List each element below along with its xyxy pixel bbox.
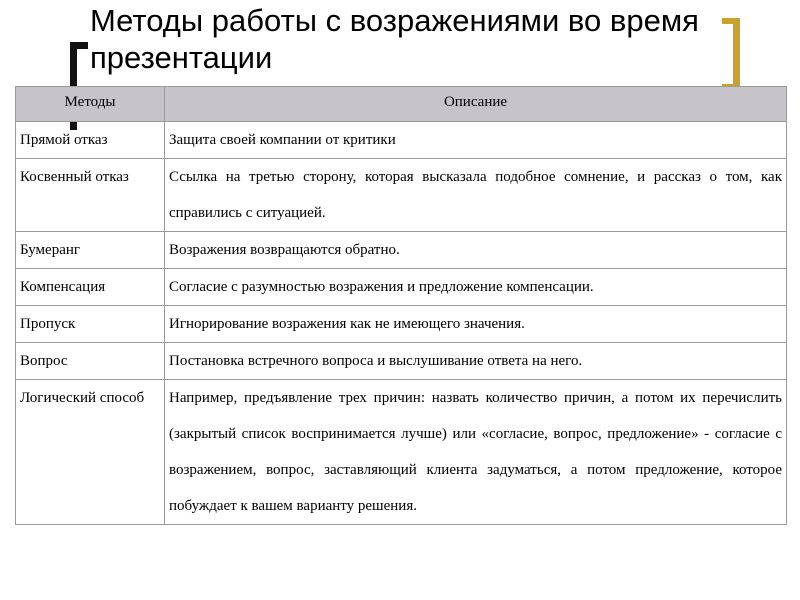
header-description: Описание [165, 87, 787, 122]
table-row [16, 380, 787, 525]
table-row [16, 232, 787, 269]
table-row [16, 343, 787, 380]
method-cell: Вопрос [16, 343, 165, 380]
right-bracket-decoration [720, 18, 740, 90]
method-cell: Бумеранг [16, 232, 165, 269]
methods-table [15, 86, 787, 525]
header-methods: Методы [16, 87, 165, 122]
description-cell: Игнорирование возражения как не имеющего значения. [165, 306, 787, 343]
description-cell: Защита своей компании от критики [165, 122, 787, 159]
method-cell: Компенсация [16, 269, 165, 306]
method-cell: Логический способ [16, 380, 165, 525]
slide-title: Методы работы с возражениями во время презентации [90, 3, 699, 75]
description-cell: Ссылка на третью сторону, которая высказала подобное сомнение, и рассказ о том, как справились с ситуацией. [165, 159, 787, 232]
method-cell: Косвенный отказ [16, 159, 165, 232]
description-cell: Например, предъявление трех причин: назвать количество причин, а потом их перечислить (закрытый список воспринимается лучше) или «согласие, вопрос, предложение» - согласие с возражением, вопрос, заставляющий клиента задуматься, а потом предложение, которое побуждает к вашем варианту решения. [165, 380, 787, 525]
description-cell: Постановка встречного вопроса и выслушивание ответа на него. [165, 343, 787, 380]
table-row [16, 269, 787, 306]
table-header-row [16, 87, 787, 122]
table-row [16, 306, 787, 343]
method-cell: Прямой отказ [16, 122, 165, 159]
method-cell: Пропуск [16, 306, 165, 343]
description-cell: Согласие с разумностью возражения и предложение компенсации. [165, 269, 787, 306]
table-row [16, 159, 787, 232]
description-cell: Возражения возвращаются обратно. [165, 232, 787, 269]
table-row [16, 122, 787, 159]
